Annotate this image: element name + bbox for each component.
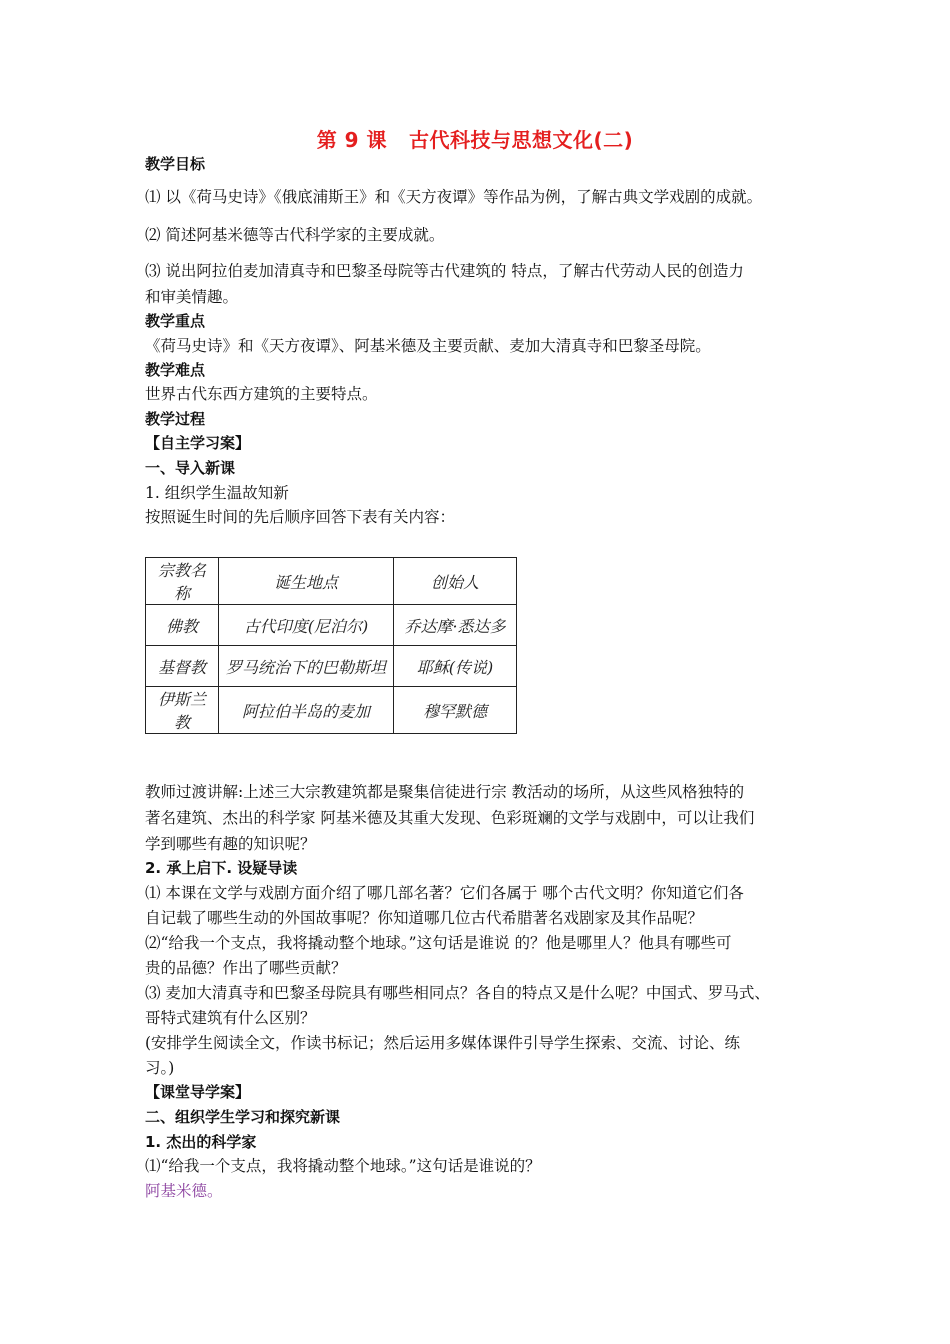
guide-note-line-2: 习。) [145,1059,175,1077]
classroom-q1: ⑴“给我一个支点，我将撬动整个地球。”这句话是谁说的？ [145,1157,541,1175]
objective-item-1: ⑴ 以《荷马史诗》《俄底浦斯王》和《天方夜谭》等作品为例，了解古典文学戏剧的成就。 [145,188,763,206]
lesson-topic: 古代科技与思想文化(二) [409,128,634,152]
self-study-heading: 【自主学习案】 [145,434,251,452]
guide-heading: 2. 承上启下. 设疑导读 [145,859,298,877]
step-1-description: 按照诞生时间的先后顺序回答下表有关内容： [145,508,456,526]
classroom-answer-1: 阿基米德。 [145,1182,223,1200]
transition-line-1: 教师过渡讲解:上述三大宗教建筑都是聚集信徒进行宗 教活动的场所，从这些风格独特的 [145,783,745,801]
objective-item-3-line-2: 和审美情趣。 [145,288,239,306]
table-cell: 古代印度(尼泊尔) [219,605,394,646]
objective-item-3-line-1: ⑶ 说出阿拉伯麦加清真寺和巴黎圣母院等古代建筑的 特点，了解古代劳动人民的创造力 [145,262,744,280]
table-cell: 穆罕默德 [394,687,517,734]
scientists-heading: 1. 杰出的科学家 [145,1133,257,1151]
intro-heading: 一、导入新课 [145,459,236,477]
classroom-heading: 【课堂导学案】 [145,1083,251,1101]
table-header-cell: 诞生地点 [219,558,394,605]
table-cell: 乔达摩·悉达多 [394,605,517,646]
key-points-heading: 教学重点 [145,312,206,330]
key-points-text: 《荷马史诗》和《天方夜谭》、阿基米德及主要贡献、麦加大清真寺和巴黎圣母院。 [145,337,711,355]
table-cell: 罗马统治下的巴勒斯坦 [219,646,394,687]
table-row [146,646,517,687]
transition-line-3: 学到哪些有趣的知识呢？ [145,835,316,853]
guide-q1-line-2: 自记载了哪些生动的外国故事呢？你知道哪几位古代希腊著名戏剧家及其作品呢？ [145,909,704,927]
table-header-row [146,558,517,605]
difficulties-text: 世界古代东西方建筑的主要特点。 [145,385,378,403]
table-cell: 伊斯兰教 [146,687,219,734]
table-cell: 基督教 [146,646,219,687]
step-1: 1. 组织学生温故知新 [145,484,289,502]
table-cell: 佛教 [146,605,219,646]
table-header-cell: 宗教名称 [146,558,219,605]
guide-q2-line-1: ⑵“给我一个支点，我将撬动整个地球。”这句话是谁说 的？他是哪里人？他具有哪些可 [145,934,732,952]
table-cell: 阿拉伯半岛的麦加 [219,687,394,734]
transition-line-2: 著名建筑、杰出的科学家 阿基米德及其重大发现、色彩斑斓的文学与戏剧中，可以让我们 [145,809,755,827]
table-row [146,687,517,734]
lesson-number: 第 9 课 [316,128,388,152]
objective-item-2: ⑵ 简述阿基米德等古代科学家的主要成就。 [145,226,445,244]
table-cell: 耶稣(传说) [394,646,517,687]
guide-q1-line-1: ⑴ 本课在文学与戏剧方面介绍了哪几部名著？它们各属于 哪个古代文明？你知道它们各 [145,884,744,902]
guide-q3-line-2: 哥特式建筑有什么区别？ [145,1009,316,1027]
difficulties-heading: 教学难点 [145,361,206,379]
objectives-heading: 教学目标 [145,155,206,173]
guide-q3-line-1: ⑶ 麦加大清真寺和巴黎圣母院具有哪些相同点？各自的特点又是什么呢？中国式、罗马式、 [145,984,770,1002]
section-2-heading: 二、组织学生学习和探究新课 [145,1108,341,1126]
process-heading: 教学过程 [145,410,206,428]
page-title [0,124,950,153]
guide-note-line-1: (安排学生阅读全文，作读书标记；然后运用多媒体课件引导学生探索、交流、讨论、练 [145,1034,741,1052]
table-header-cell: 创始人 [394,558,517,605]
table-row [146,605,517,646]
religion-table [145,557,517,734]
guide-q2-line-2: 贵的品德？作出了哪些贡献？ [145,959,347,977]
